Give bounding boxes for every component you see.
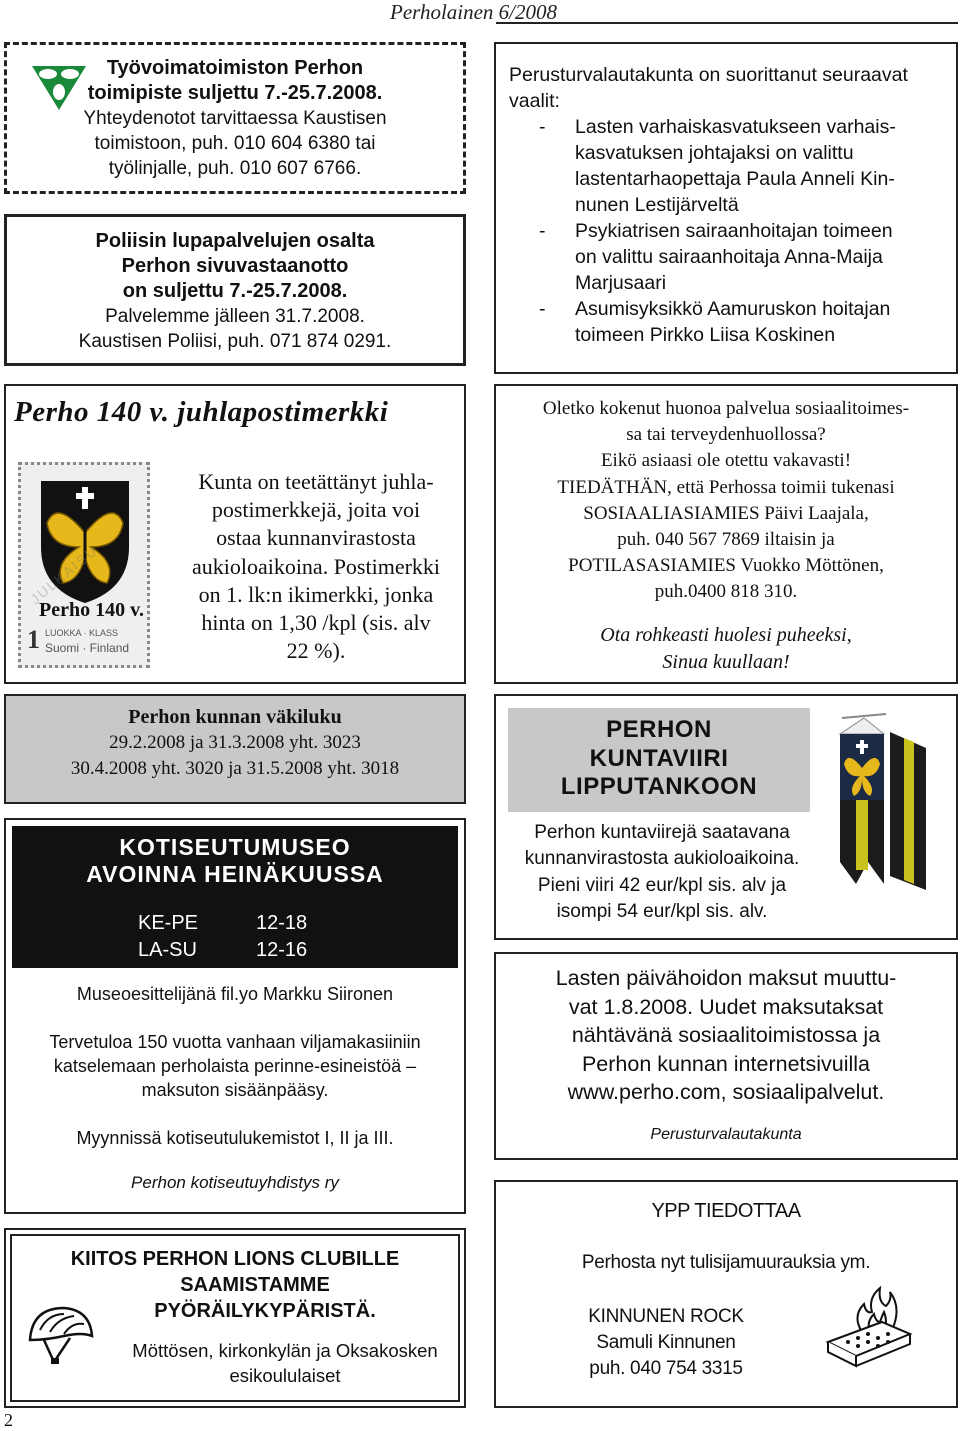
kuntaviiri-title-2: KUNTAVIIRI [589, 744, 729, 772]
perusturva-intro-1: Perusturvalautakunta on suorittanut seuraavat [509, 64, 908, 86]
juhla-line-6: hinta on 1,30 /kpl (sis. alv [201, 610, 431, 636]
juhlapostimerkki-notice [4, 384, 466, 684]
juhla-line-3: ostaa kunnanvirastosta [216, 525, 416, 551]
stamp-class: LUOKKA · KLASS [45, 628, 119, 638]
kuntaviiri-title-box [508, 708, 810, 812]
lions-title-1: KIITOS PERHON LIONS CLUBILLE [70, 1248, 400, 1270]
ypp-notice [494, 1180, 958, 1408]
lions-body-2: esikoululaiset [229, 1365, 341, 1386]
museo-welcome-1: Tervetuloa 150 vuotta vanhaan viljamakasiiniin [49, 1032, 421, 1052]
fireplace-bricks-icon [822, 1282, 918, 1372]
pennant-flag-icon [834, 712, 934, 892]
item-line: on valittu sairaanhoitaja Anna-Maija [575, 246, 883, 268]
poliisi-line-4: Palvelemme jälleen 31.7.2008. [105, 306, 365, 327]
item-line: toimeen Pirkko Liisa Koskinen [575, 324, 836, 346]
museo-sale: Myynnissä kotiseutulukemistot I, II ja III. [76, 1128, 394, 1148]
item-line: Psykiatrisen sairaanhoitajan toimeen [575, 220, 893, 242]
ypp-contact-2: Samuli Kinnunen [596, 1332, 736, 1353]
juhlapostimerkki-title: Perho 140 v. juhlapostimerkki [14, 396, 389, 428]
header-rule [496, 22, 958, 24]
item-dash: - [539, 220, 546, 242]
ypp-title: YPP TIEDOTTAA [651, 1200, 801, 1222]
stamp-country: Suomi · Finland [45, 641, 130, 655]
kuntaviiri-line-1: Perhon kuntaviirejä saatavana [534, 822, 790, 843]
kuntaviiri-line-3: Pieni viiri 42 eur/kpl sis. alv ja [537, 874, 787, 896]
item-dash: - [539, 298, 546, 320]
poliisi-line-5: Kaustisen Poliisi, puh. 071 874 0291. [78, 331, 392, 352]
sosiaali-slogan-2: Sinua kuullaan! [662, 651, 790, 673]
poliisi-notice [4, 214, 466, 366]
paivahoito-signature: Perusturvalautakunta [650, 1126, 802, 1143]
bicycle-helmet-icon [24, 1300, 98, 1374]
vakiluku-notice [4, 694, 466, 804]
item-line: Marjusaari [575, 272, 667, 294]
postage-stamp-image [18, 462, 150, 668]
item-line: lastentarhaopettaja Paula Anneli Kin- [575, 168, 895, 190]
museo-welcome-3: maksuton sisäänpääsy. [141, 1080, 329, 1100]
kuntaviiri-title-1: PERHON [606, 716, 712, 743]
stamp-value: 1 [27, 625, 40, 654]
kotiseutumuseo-notice [4, 818, 466, 1214]
paivahoito-line-1: Lasten päivähoidon maksut muuttu- [555, 966, 897, 990]
item-line: nunen Lestijärveltä [575, 194, 739, 216]
perusturva-notice [494, 42, 958, 374]
perusturva-item-3 [509, 296, 949, 348]
sosiaaliasiamies-notice [494, 384, 958, 684]
item-dash: - [539, 116, 546, 138]
sosiaali-line-3: Eikö asiaasi ole otettu vakavasti! [600, 450, 852, 472]
juhla-line-4: aukioloaikoina. Postimerkki [191, 553, 441, 579]
museo-welcome-2: katselemaan perholaista perinne-esineistöä – [53, 1056, 417, 1076]
lions-title-3: PYÖRÄILYKYPÄRISTÄ. [154, 1300, 376, 1322]
juhla-line-2: postimerkkejä, joita voi [211, 497, 421, 523]
poliisi-line-3: on suljettu 7.-25.7.2008. [122, 280, 348, 302]
hours-day: KE-PE [138, 912, 199, 934]
page-number: 2 [4, 1410, 13, 1430]
item-line: Asumisyksikkö Aamuruskon hoitajan [575, 298, 891, 320]
perusturva-intro-2: vaalit: [509, 90, 560, 112]
museo-hours-row [138, 937, 307, 964]
sosiaali-line-7: POTILASASIAMIES Vuokko Möttönen, [568, 555, 884, 577]
sosiaali-line-8: puh.0400 818 310. [654, 581, 798, 603]
stamp-watermark: JULKAISU [27, 541, 101, 608]
sosiaali-line-2: sa tai terveydenhuollossa? [626, 424, 826, 446]
tyovoima-line-2: toimipiste suljettu 7.-25.7.2008. [87, 82, 383, 104]
kuntaviiri-notice [494, 694, 958, 940]
hours-day: LA-SU [138, 938, 197, 961]
sosiaali-slogan-1: Ota rohkeasti huolesi puheeksi, [600, 624, 852, 646]
vakiluku-line-2: 30.4.2008 yht. 3020 ja 31.5.2008 yht. 3018 [70, 758, 400, 779]
paivahoito-line-3: nähtävänä sosiaalitoimistossa ja [571, 1023, 881, 1047]
vakiluku-title: Perhon kunnan väkiluku [128, 706, 342, 728]
item-line: Lasten varhaiskasvatukseen varhais- [575, 116, 896, 138]
lions-notice [4, 1228, 466, 1408]
item-line: kasvatuksen johtajaksi on valittu [575, 142, 854, 164]
kuntaviiri-title-3: LIPPUTANKOON [560, 773, 758, 800]
tyovoima-text [80, 56, 390, 181]
perusturva-item-2 [509, 218, 949, 296]
ypp-contact-1: KINNUNEN ROCK [588, 1306, 744, 1327]
museo-hours-row [138, 910, 307, 937]
museo-signature: Perhon kotiseutuyhdistys ry [131, 1173, 339, 1192]
hours-time: 12-16 [256, 938, 308, 961]
museo-title-1: KOTISEUTUMUSEO [119, 834, 351, 860]
juhla-line-7: 22 %). [286, 638, 346, 664]
sosiaali-line-6: puh. 040 567 7869 iltaisin ja [617, 529, 835, 551]
vakiluku-line-1: 29.2.2008 ja 31.3.2008 yht. 3023 [109, 732, 361, 753]
perusturva-item-1 [509, 114, 949, 218]
paivahoito-notice [494, 952, 958, 1160]
publication-header: Perholainen 6/2008 [390, 0, 558, 24]
tyovoima-line-4: toimistoon, puh. 010 604 6380 tai [94, 133, 376, 154]
ypp-line: Perhosta nyt tulisijamuurauksia ym. [581, 1252, 871, 1273]
lions-title-2: SAAMISTAMME [180, 1274, 330, 1296]
juhla-line-1: Kunta on teetättänyt juhla- [198, 469, 434, 494]
poliisi-line-1: Poliisin lupapalvelujen osalta [95, 230, 375, 252]
museo-title-2: AVOINNA HEINÄKUUSSA [86, 861, 384, 887]
ypp-contact-3: puh. 040 754 3315 [589, 1358, 743, 1379]
museo-presenter: Museoesittelijänä fil.yo Markku Siironen [76, 984, 394, 1004]
kuntaviiri-line-4: isompi 54 eur/kpl sis. alv. [556, 900, 768, 922]
lions-body-1: Möttösen, kirkonkylän ja Oksakosken [132, 1340, 438, 1361]
museo-black-box [12, 826, 458, 968]
juhla-line-5: on 1. lk:n ikimerkki, jonka [198, 581, 434, 607]
poliisi-line-2: Perhon sivuvastaanotto [121, 255, 349, 277]
tyovoima-line-3: Yhteydenotot tarvittaessa Kaustisen [83, 108, 387, 129]
paivahoito-line-2: vat 1.8.2008. Uudet maksutaksat [568, 994, 884, 1019]
stamp-name: Perho 140 v. [39, 599, 144, 621]
sosiaali-line-5: SOSIAALIASIAMIES Päivi Laajala, [583, 502, 869, 524]
kuntaviiri-line-2: kunnanvirastosta aukioloaikoina. [524, 848, 800, 870]
hours-time: 12-18 [256, 912, 308, 934]
tyovoima-line-5: työlinjalle, puh. 010 607 6766. [108, 158, 362, 179]
sosiaali-line-4: TIEDÄTHÄN, että Perhossa toimii tukenasi [557, 476, 895, 498]
paivahoito-line-5: www.perho.com, sosiaalipalvelut. [567, 1080, 885, 1104]
museo-hours [138, 910, 307, 963]
paivahoito-line-4: Perhon kunnan internetsivuilla [581, 1051, 871, 1076]
tyovoima-line-1: Työvoimatoimiston Perhon [106, 57, 364, 79]
sosiaali-line-1: Oletko kokenut huonoa palvelua sosiaalitoimes- [542, 398, 910, 419]
